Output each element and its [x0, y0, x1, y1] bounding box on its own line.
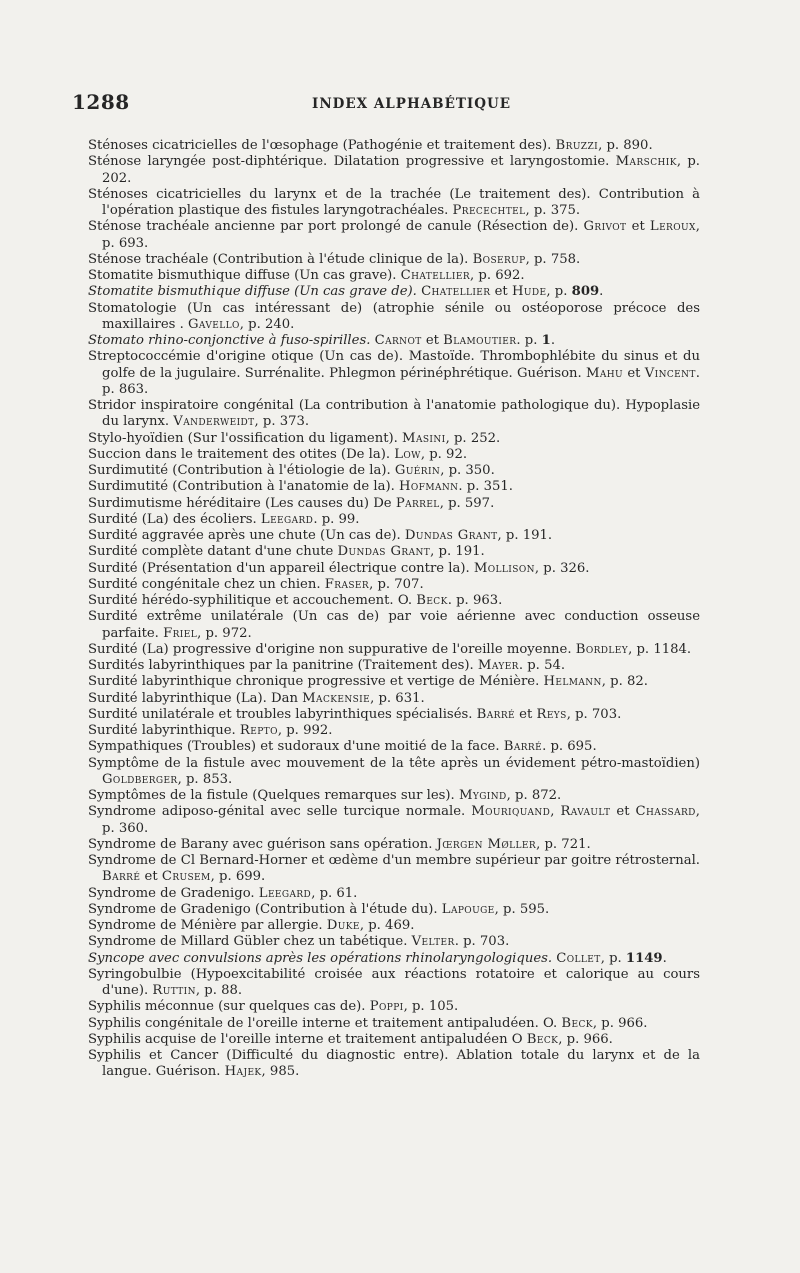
- entry-text: Stomato rhino-conjonctive à fuso-spirilles.: [88, 333, 375, 348]
- entry-text: et: [421, 333, 444, 348]
- entry-text: , p. 707.: [369, 576, 424, 592]
- entry-text: , p. 758.: [525, 251, 581, 267]
- entry-text: , p. 721.: [536, 836, 591, 852]
- entry-text: , p.: [600, 950, 626, 966]
- entry-text: Symptômes de la fistule (Quelques remarques sur les).: [88, 788, 459, 803]
- index-entry: [88, 577, 700, 593]
- entry-author: Reys: [536, 706, 567, 722]
- entry-text: Syphilis méconnue (sur quelques cas de).: [88, 999, 370, 1015]
- entry-author: Beck: [416, 593, 448, 608]
- entry-text: Syphilis et Cancer (Difficulté du diagnostic entre). Ablation totale du larynx et de la langue. Guérison.: [88, 1048, 700, 1080]
- entry-author: Barré: [503, 739, 543, 755]
- entry-author: Leroux: [649, 219, 696, 235]
- entry-text: Syncope avec convulsions après les opérations rhinolaryngologiques.: [88, 950, 557, 966]
- index-entry: [88, 1016, 700, 1032]
- entry-author: Hude: [511, 284, 547, 300]
- entry-text: , p. 631.: [370, 690, 425, 706]
- index-entry: [88, 138, 700, 154]
- entry-author: Chatellier: [400, 268, 471, 283]
- index-entry: [88, 593, 700, 609]
- entry-author: Guérin: [394, 463, 441, 478]
- entry-text: Surdité extrême unilatérale (Un cas de) par voie aérienne avec conduction osseuse parfaite.: [88, 609, 700, 641]
- entry-author: Mayer: [477, 658, 519, 673]
- index-entry: [88, 431, 700, 447]
- index-entry: [88, 691, 700, 707]
- entry-author: Mackensie: [302, 690, 371, 706]
- entry-author: Goldberger: [102, 771, 178, 787]
- entry-text: , p. 82.: [601, 674, 648, 690]
- entry-text: , p. 699.: [210, 869, 266, 885]
- entry-author: Velter: [411, 934, 455, 950]
- entry-text: Syphilis acquise de l'oreille interne et traitement antipaludéen O: [88, 1031, 527, 1047]
- entry-text: , 985.: [261, 1064, 300, 1080]
- index-entry: [88, 284, 700, 300]
- entry-text: Surdité (La) des écoliers.: [88, 511, 261, 527]
- entry-text: , p. 595.: [494, 901, 550, 917]
- entry-text: Surdimutisme héréditaire (Les causes du) De: [88, 495, 396, 511]
- index-entry: [88, 837, 700, 853]
- entry-text: , p. 240.: [239, 316, 295, 332]
- entry-author: Barré: [102, 869, 141, 885]
- entry-author: Duke: [326, 918, 360, 933]
- entry-author: Bordley: [575, 641, 629, 657]
- entry-text: , p. 972.: [197, 625, 252, 641]
- index-entry: [88, 967, 700, 1000]
- entry-text: Syndrome de Gradenigo.: [88, 885, 259, 901]
- entry-text: , p. 92.: [420, 446, 468, 462]
- entry-author: Masini: [402, 430, 446, 446]
- index-entries: [88, 138, 700, 1081]
- entry-text: et: [623, 365, 645, 381]
- entry-text: . p.: [516, 333, 542, 348]
- entry-author: Beck: [561, 1015, 593, 1031]
- entry-text: Stomatite bismuthique diffuse (Un cas grave).: [88, 268, 401, 283]
- entry-text: , p. 202.: [102, 154, 700, 186]
- entry-text: Syndrome adiposo-génital avec selle turcique normale.: [88, 804, 472, 820]
- entry-text: Surdité complète datant d'une chute: [88, 544, 338, 560]
- index-entry: [88, 609, 700, 642]
- index-entry: [88, 349, 700, 398]
- index-entry: [88, 658, 700, 674]
- entry-text: et: [626, 219, 650, 235]
- entry-text: Surdité labyrinthique.: [88, 723, 240, 738]
- entry-text: . p. 695.: [542, 739, 597, 755]
- entry-text: Syndrome de Cl Bernard-Horner et œdème d'un membre supérieur par goitre rétrosternal.: [88, 853, 700, 868]
- entry-text: , p. 61.: [311, 885, 358, 901]
- entry-author: Hajek: [224, 1064, 262, 1080]
- entry-author: Carnot: [374, 333, 422, 348]
- entry-text: , p. 966.: [592, 1015, 648, 1031]
- index-entry: [88, 1048, 700, 1081]
- index-entry: [88, 447, 700, 463]
- index-entry: [88, 674, 700, 690]
- entry-author: Ruttin: [152, 983, 196, 998]
- entry-text: Syphilis congénitale de l'oreille interne et traitement antipaludéen. O.: [88, 1015, 562, 1031]
- entry-text: Syringobulbie (Hypoexcitabilité croisée aux réactions rotatoire et calorique au cours d'une).: [88, 966, 700, 998]
- entry-text: Surdité hérédo-syphilitique et accouchement. O.: [88, 593, 417, 608]
- entry-text: . p. 351.: [458, 479, 513, 495]
- index-entry: [88, 918, 700, 934]
- index-entry: [88, 219, 700, 252]
- entry-text: et: [490, 284, 512, 300]
- entry-text: Sténose trachéale (Contribution à l'étude clinique de la).: [88, 251, 473, 267]
- index-entry: [88, 154, 700, 187]
- index-entry: [88, 951, 700, 967]
- entry-author: Leegard: [258, 885, 312, 901]
- entry-text: Surdité labyrinthique (La). Dan: [88, 690, 303, 706]
- entry-author: Mygind: [458, 788, 507, 803]
- entry-text: Stridor inspiratoire congénital (La contribution à l'anatomie pathologique du). Hypoplasie du larynx.: [88, 398, 700, 430]
- entry-text: Surdité (La) progressive d'origine non suppurative de l'oreille moyenne.: [88, 641, 576, 657]
- entry-text: Stomatologie (Un cas intéressant de) (atrophie sénile ou ostéoporose précoce des maxillaires .: [88, 300, 700, 332]
- entry-text: , p. 992.: [277, 723, 333, 738]
- index-entry: [88, 544, 700, 560]
- entry-text: et: [514, 706, 537, 722]
- entry-text: Surdité (Présentation d'un appareil électrique contre la).: [88, 560, 474, 576]
- entry-text: 809: [571, 284, 600, 300]
- entry-author: Poppi: [369, 999, 404, 1015]
- entry-author: Mouriquand: [471, 804, 551, 820]
- index-entry: [88, 642, 700, 658]
- entry-text: Sténoses cicatricielles du larynx et de la trachée (Le traitement des). Contribution à l'opération plastique des fistules laryngotrachéales.: [88, 186, 700, 218]
- index-entry: [88, 561, 700, 577]
- entry-author: Vanderweidt: [173, 414, 255, 430]
- index-entry: [88, 496, 700, 512]
- index-entry: [88, 512, 700, 528]
- index-entry: [88, 268, 700, 284]
- entry-author: Hofmann: [399, 479, 459, 495]
- entry-author: Marschik: [615, 154, 677, 170]
- entry-author: Chatellier: [421, 284, 491, 300]
- entry-text: Surdimutité (Contribution à l'étiologie de la).: [88, 463, 395, 478]
- entry-text: . p. 54.: [518, 658, 566, 673]
- entry-text: , p. 88.: [195, 983, 243, 998]
- entry-text: Streptococcémie d'origine otique (Un cas de). Mastoïde. Thrombophlébite du sinus et du golfe de la jugulaire. Surrénalite. Phlegmon périnéphrétique. Guérison.: [88, 349, 700, 381]
- entry-text: Stylo-hyoïdien (Sur l'ossification du ligament).: [88, 430, 403, 446]
- index-entry: [88, 187, 700, 220]
- entry-author: Gavello: [188, 316, 240, 332]
- index-entry: [88, 707, 700, 723]
- entry-text: et: [140, 869, 162, 885]
- entry-text: , p. 375.: [525, 203, 581, 218]
- entry-text: Syndrome de Ménière par allergie.: [88, 918, 327, 933]
- entry-author: Chassard: [635, 804, 696, 820]
- entry-text: , p.: [546, 284, 572, 300]
- entry-text: , p. 373.: [254, 414, 310, 430]
- entry-text: . p. 703.: [454, 934, 510, 950]
- entry-author: Ravault: [560, 804, 611, 820]
- index-entry: [88, 739, 700, 755]
- entry-author: Mahu: [586, 365, 624, 381]
- entry-author: Boserup: [472, 251, 526, 267]
- entry-text: , p. 360.: [102, 804, 700, 836]
- entry-text: Surdité labyrinthique chronique progressive et vertige de Ménière.: [88, 674, 544, 690]
- entry-text: , p. 890.: [598, 138, 653, 153]
- entry-author: Precechtel: [452, 203, 526, 218]
- entry-text: , p. 252.: [445, 430, 501, 446]
- entry-text: .: [662, 950, 667, 966]
- entry-text: Syndrome de Gradenigo (Contribution à l'étude du).: [88, 901, 442, 917]
- entry-text: Surdité unilatérale et troubles labyrinthiques spécialisés.: [88, 706, 477, 722]
- entry-author: Dundas Grant: [404, 528, 498, 543]
- index-entry: [88, 333, 700, 349]
- entry-text: Syndrome de Barany avec guérison sans opération.: [88, 836, 437, 852]
- entry-text: . p. 963.: [447, 593, 503, 608]
- entry-author: Jœrgen Møller: [436, 836, 537, 852]
- entry-text: ,: [550, 804, 561, 820]
- entry-text: Surdités labyrinthiques par la panitrine (Traitement des).: [88, 658, 478, 673]
- entry-author: Grivot: [583, 219, 627, 235]
- entry-author: Collet: [556, 950, 601, 966]
- entry-author: Crusem: [161, 869, 211, 885]
- index-entry: [88, 853, 700, 886]
- entry-text: Succion dans le traitement des otites (De la).: [88, 446, 395, 462]
- running-title: INDEX ALPHABÉTIQUE: [312, 96, 512, 112]
- entry-author: Parrel: [395, 495, 440, 511]
- index-entry: [88, 723, 700, 739]
- index-entry: [88, 1032, 700, 1048]
- entry-author: Mollison: [473, 560, 535, 576]
- entry-author: Dundas Grant: [337, 544, 431, 560]
- index-entry: [88, 788, 700, 804]
- entry-text: Sympathiques (Troubles) et sudoraux d'une moitié de la face.: [88, 739, 504, 755]
- index-entry: [88, 999, 700, 1015]
- index-entry: [88, 934, 700, 950]
- index-entry: [88, 398, 700, 431]
- entry-text: , p. 191.: [430, 544, 485, 560]
- entry-text: Sténose trachéale ancienne par port prolongé de canule (Résection de).: [88, 219, 584, 235]
- entry-text: , p. 191.: [497, 528, 553, 543]
- entry-author: Leegard: [260, 511, 314, 527]
- entry-text: , p. 872.: [506, 788, 562, 803]
- entry-text: Sténose laryngée post-diphtérique. Dilatation progressive et laryngostomie.: [88, 154, 616, 170]
- entry-text: , p. 469.: [359, 918, 415, 933]
- index-entry: [88, 902, 700, 918]
- entry-author: Bruzzi: [555, 138, 599, 153]
- page-number: 1288: [72, 90, 130, 114]
- entry-text: , p. 693.: [102, 219, 700, 251]
- index-entry: [88, 301, 700, 334]
- entry-text: . p. 99.: [313, 511, 360, 527]
- entry-author: Helmann: [543, 674, 602, 690]
- index-entry: [88, 756, 700, 789]
- entry-text: , p. 326.: [534, 560, 590, 576]
- entry-text: Symptôme de la fistule avec mouvement de la tête après un évidement pétro-mastoïdien): [88, 755, 700, 771]
- entry-author: Lapouge: [441, 901, 495, 917]
- index-entry: [88, 886, 700, 902]
- entry-text: Surdité aggravée après une chute (Un cas de).: [88, 528, 405, 543]
- entry-text: , p. 1184.: [628, 641, 692, 657]
- index-entry: [88, 252, 700, 268]
- entry-author: Fraser: [324, 576, 370, 592]
- entry-text: , p. 703.: [566, 706, 622, 722]
- index-entry: [88, 804, 700, 837]
- entry-text: et: [610, 804, 636, 820]
- entry-text: Surdité congénitale chez un chien.: [88, 576, 325, 592]
- entry-author: Barré: [476, 706, 515, 722]
- entry-text: .: [599, 284, 604, 300]
- entry-author: Low: [394, 446, 421, 462]
- entry-text: Stomatite bismuthique diffuse (Un cas grave de).: [88, 284, 422, 300]
- entry-text: , p. 966.: [558, 1031, 613, 1047]
- entry-text: , p. 105.: [403, 999, 459, 1015]
- entry-text: , p. 597.: [439, 495, 495, 511]
- entry-author: Friel: [163, 625, 198, 641]
- index-entry: [88, 528, 700, 544]
- entry-text: , p. 350.: [440, 463, 495, 478]
- entry-text: 1: [541, 333, 551, 348]
- entry-text: , p. 692.: [470, 268, 525, 283]
- entry-text: .: [550, 333, 556, 348]
- page-header: [0, 90, 800, 120]
- entry-text: Surdimutité (Contribution à l'anatomie de la).: [88, 479, 399, 495]
- entry-text: , p. 853.: [177, 771, 233, 787]
- entry-text: . p. 863.: [102, 365, 700, 397]
- entry-text: Sténoses cicatricielles de l'œsophage (Pathogénie et traitement des).: [88, 138, 556, 153]
- index-entry: [88, 479, 700, 495]
- entry-text: Syndrome de Millard Gübler chez un tabétique.: [88, 934, 412, 950]
- entry-author: Vincent: [644, 365, 696, 381]
- index-entry: [88, 463, 700, 479]
- entry-author: Beck: [526, 1031, 559, 1047]
- entry-text: 1149: [625, 950, 663, 966]
- entry-author: Repto: [239, 723, 278, 738]
- entry-author: Blamoutier: [443, 333, 517, 348]
